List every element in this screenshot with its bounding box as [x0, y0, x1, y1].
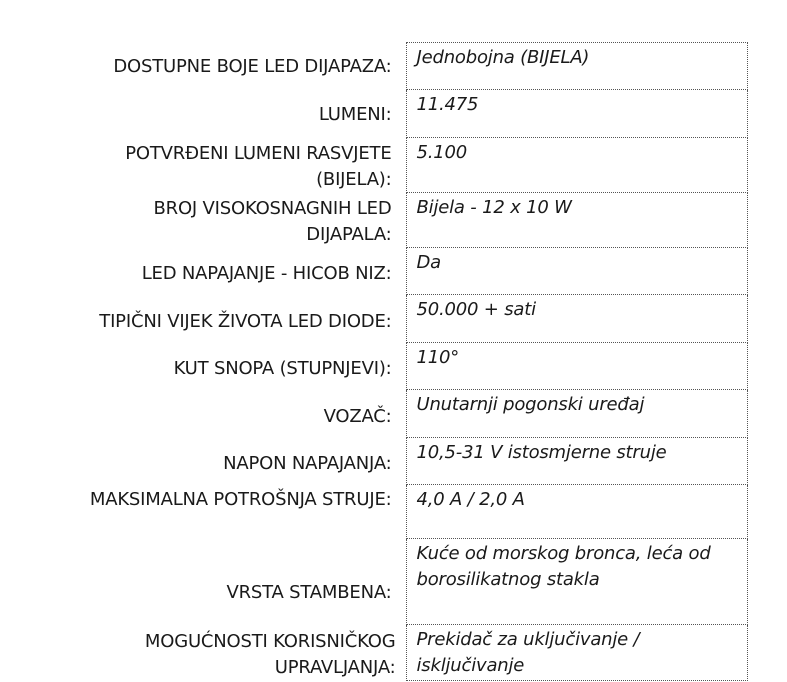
- spec-label: TIPIČNI VIJEK ŽIVOTA LED DIODE:: [99, 310, 392, 332]
- spec-value: 50.000 + sati: [406, 295, 747, 343]
- spec-value: Kuće od morskog bronca, leća od borosilikatnog stakla: [406, 539, 747, 625]
- table-row: [0, 43, 747, 90]
- spec-label: LED NAPAJANJE - HICOB NIZ:: [141, 262, 392, 284]
- spec-label: VRSTA STAMBENA:: [226, 581, 392, 603]
- table-row: [0, 485, 747, 539]
- table-row: [0, 248, 747, 295]
- spec-label: MAKSIMALNA POTROŠNJA STRUJE:: [89, 488, 392, 510]
- spec-value: Jednobojna (BIJELA): [406, 43, 747, 90]
- spec-value: Unutarnji pogonski uređaj: [406, 390, 747, 438]
- table-row: [0, 193, 747, 248]
- spec-label: POTVRĐENI LUMENI RASVJETE (BIJELA):: [125, 142, 392, 190]
- spec-label: NAPON NAPAJANJA:: [223, 452, 392, 474]
- spec-value: 110°: [406, 343, 747, 390]
- spec-label: VOZAČ:: [323, 405, 392, 427]
- spec-table: [0, 42, 748, 681]
- table-row: [0, 295, 747, 343]
- table-row: [0, 390, 747, 438]
- table-row: [0, 343, 747, 390]
- spec-label: KUT SNOPA (STUPNJEVI):: [173, 357, 392, 379]
- table-row: [0, 438, 747, 485]
- spec-label: MOGUĆNOSTI KORISNIČKOG UPRAVLJANJA:: [144, 630, 396, 678]
- spec-value: Da: [406, 248, 747, 295]
- spec-label: BROJ VISOKOSNAGNIH LED DIJAPALA:: [153, 197, 392, 245]
- spec-value: 11.475: [406, 90, 747, 138]
- table-row: [0, 138, 747, 193]
- table-row: [0, 625, 747, 681]
- spec-value: Bijela - 12 x 10 W: [406, 193, 747, 248]
- spec-value: 5.100: [406, 138, 747, 193]
- spec-value: Prekidač za uključivanje / isključivanje: [406, 625, 747, 681]
- table-row: [0, 90, 747, 138]
- spec-value: 4,0 A / 2,0 A: [406, 485, 747, 539]
- spec-label: DOSTUPNE BOJE LED DIJAPAZA:: [113, 55, 392, 77]
- spec-value: 10,5-31 V istosmjerne struje: [406, 438, 747, 485]
- spec-label: LUMENI:: [318, 103, 392, 125]
- table-row: [0, 539, 747, 625]
